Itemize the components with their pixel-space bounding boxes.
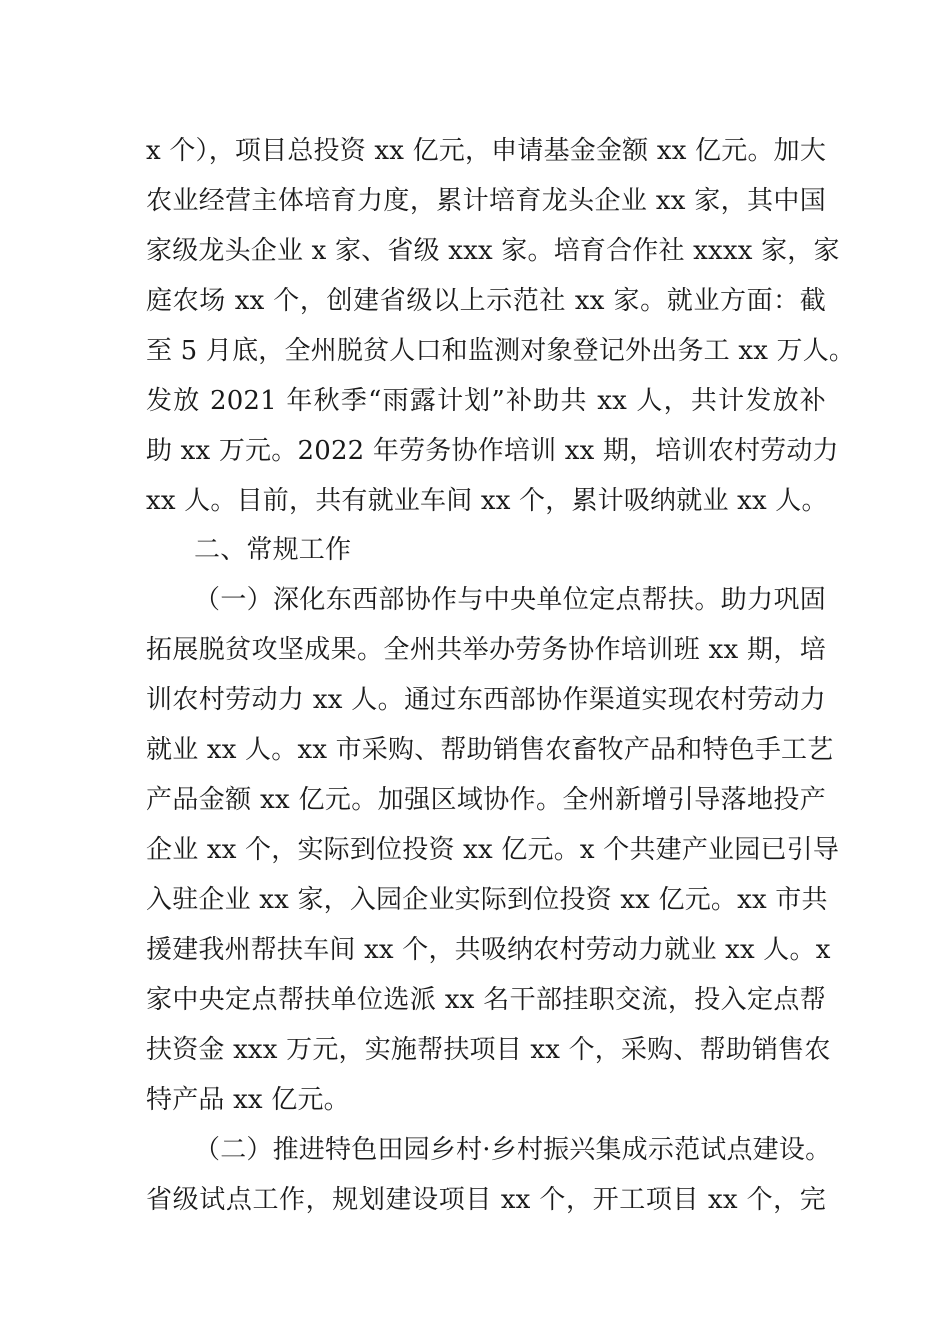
- body-text-line: x 个），项目总投资 xx 亿元，申请基金金额 xx 亿元。加大: [146, 136, 827, 166]
- body-text-line: 产品金额 xx 亿元。加强区域协作。全州新增引导落地投产: [146, 785, 826, 815]
- body-text-line: xx 人。目前，共有就业车间 xx 个，累计吸纳就业 xx 人。: [146, 486, 828, 516]
- body-text-line: 特产品 xx 亿元。: [146, 1085, 350, 1115]
- body-text-line: 训农村劳动力 xx 人。通过东西部协作渠道实现农村劳动力: [146, 685, 826, 715]
- body-text-line: 就业 xx 人。xx 市采购、帮助销售农畜牧产品和特色手工艺: [146, 735, 834, 765]
- body-text-line: 助 xx 万元。2022 年劳务协作培训 xx 期，培训农村劳动力: [146, 436, 839, 466]
- body-text-line: 援建我州帮扶车间 xx 个，共吸纳农村劳动力就业 xx 人。x: [146, 935, 831, 965]
- body-text-line: 企业 xx 个，实际到位投资 xx 亿元。x 个共建产业园已引导: [146, 835, 840, 865]
- body-text-line: 入驻企业 xx 家，入园企业实际到位投资 xx 亿元。xx 市共: [146, 885, 828, 915]
- body-text-line: 省级试点工作，规划建设项目 xx 个，开工项目 xx 个，完: [146, 1185, 826, 1215]
- body-text-line: 发放 2021 年秋季“雨露计划”补助共 xx 人，共计发放补: [146, 386, 826, 416]
- body-text-line: 庭农场 xx 个，创建省级以上示范社 xx 家。就业方面：截: [146, 286, 826, 316]
- body-text-line: 家中央定点帮扶单位选派 xx 名干部挂职交流，投入定点帮: [146, 985, 826, 1015]
- subsection-heading-line: （一）深化东西部协作与中央单位定点帮扶。助力巩固: [194, 585, 826, 615]
- body-text-line: 农业经营主体培育力度，累计培育龙头企业 xx 家，其中国: [146, 186, 826, 216]
- body-text-line: 拓展脱贫攻坚成果。全州共举办劳务协作培训班 xx 期，培: [146, 635, 826, 665]
- body-text-line: 家级龙头企业 x 家、省级 xxx 家。培育合作社 xxxx 家，家: [146, 236, 840, 266]
- section-heading: 二、常规工作: [194, 535, 352, 565]
- body-text-line: 至 5 月底，全州脱贫人口和监测对象登记外出务工 xx 万人。: [146, 336, 856, 366]
- subsection-heading-line: （二）推进特色田园乡村·乡村振兴集成示范试点建设。: [194, 1135, 832, 1165]
- body-text-line: 扶资金 xxx 万元，实施帮扶项目 xx 个，采购、帮助销售农: [146, 1035, 831, 1065]
